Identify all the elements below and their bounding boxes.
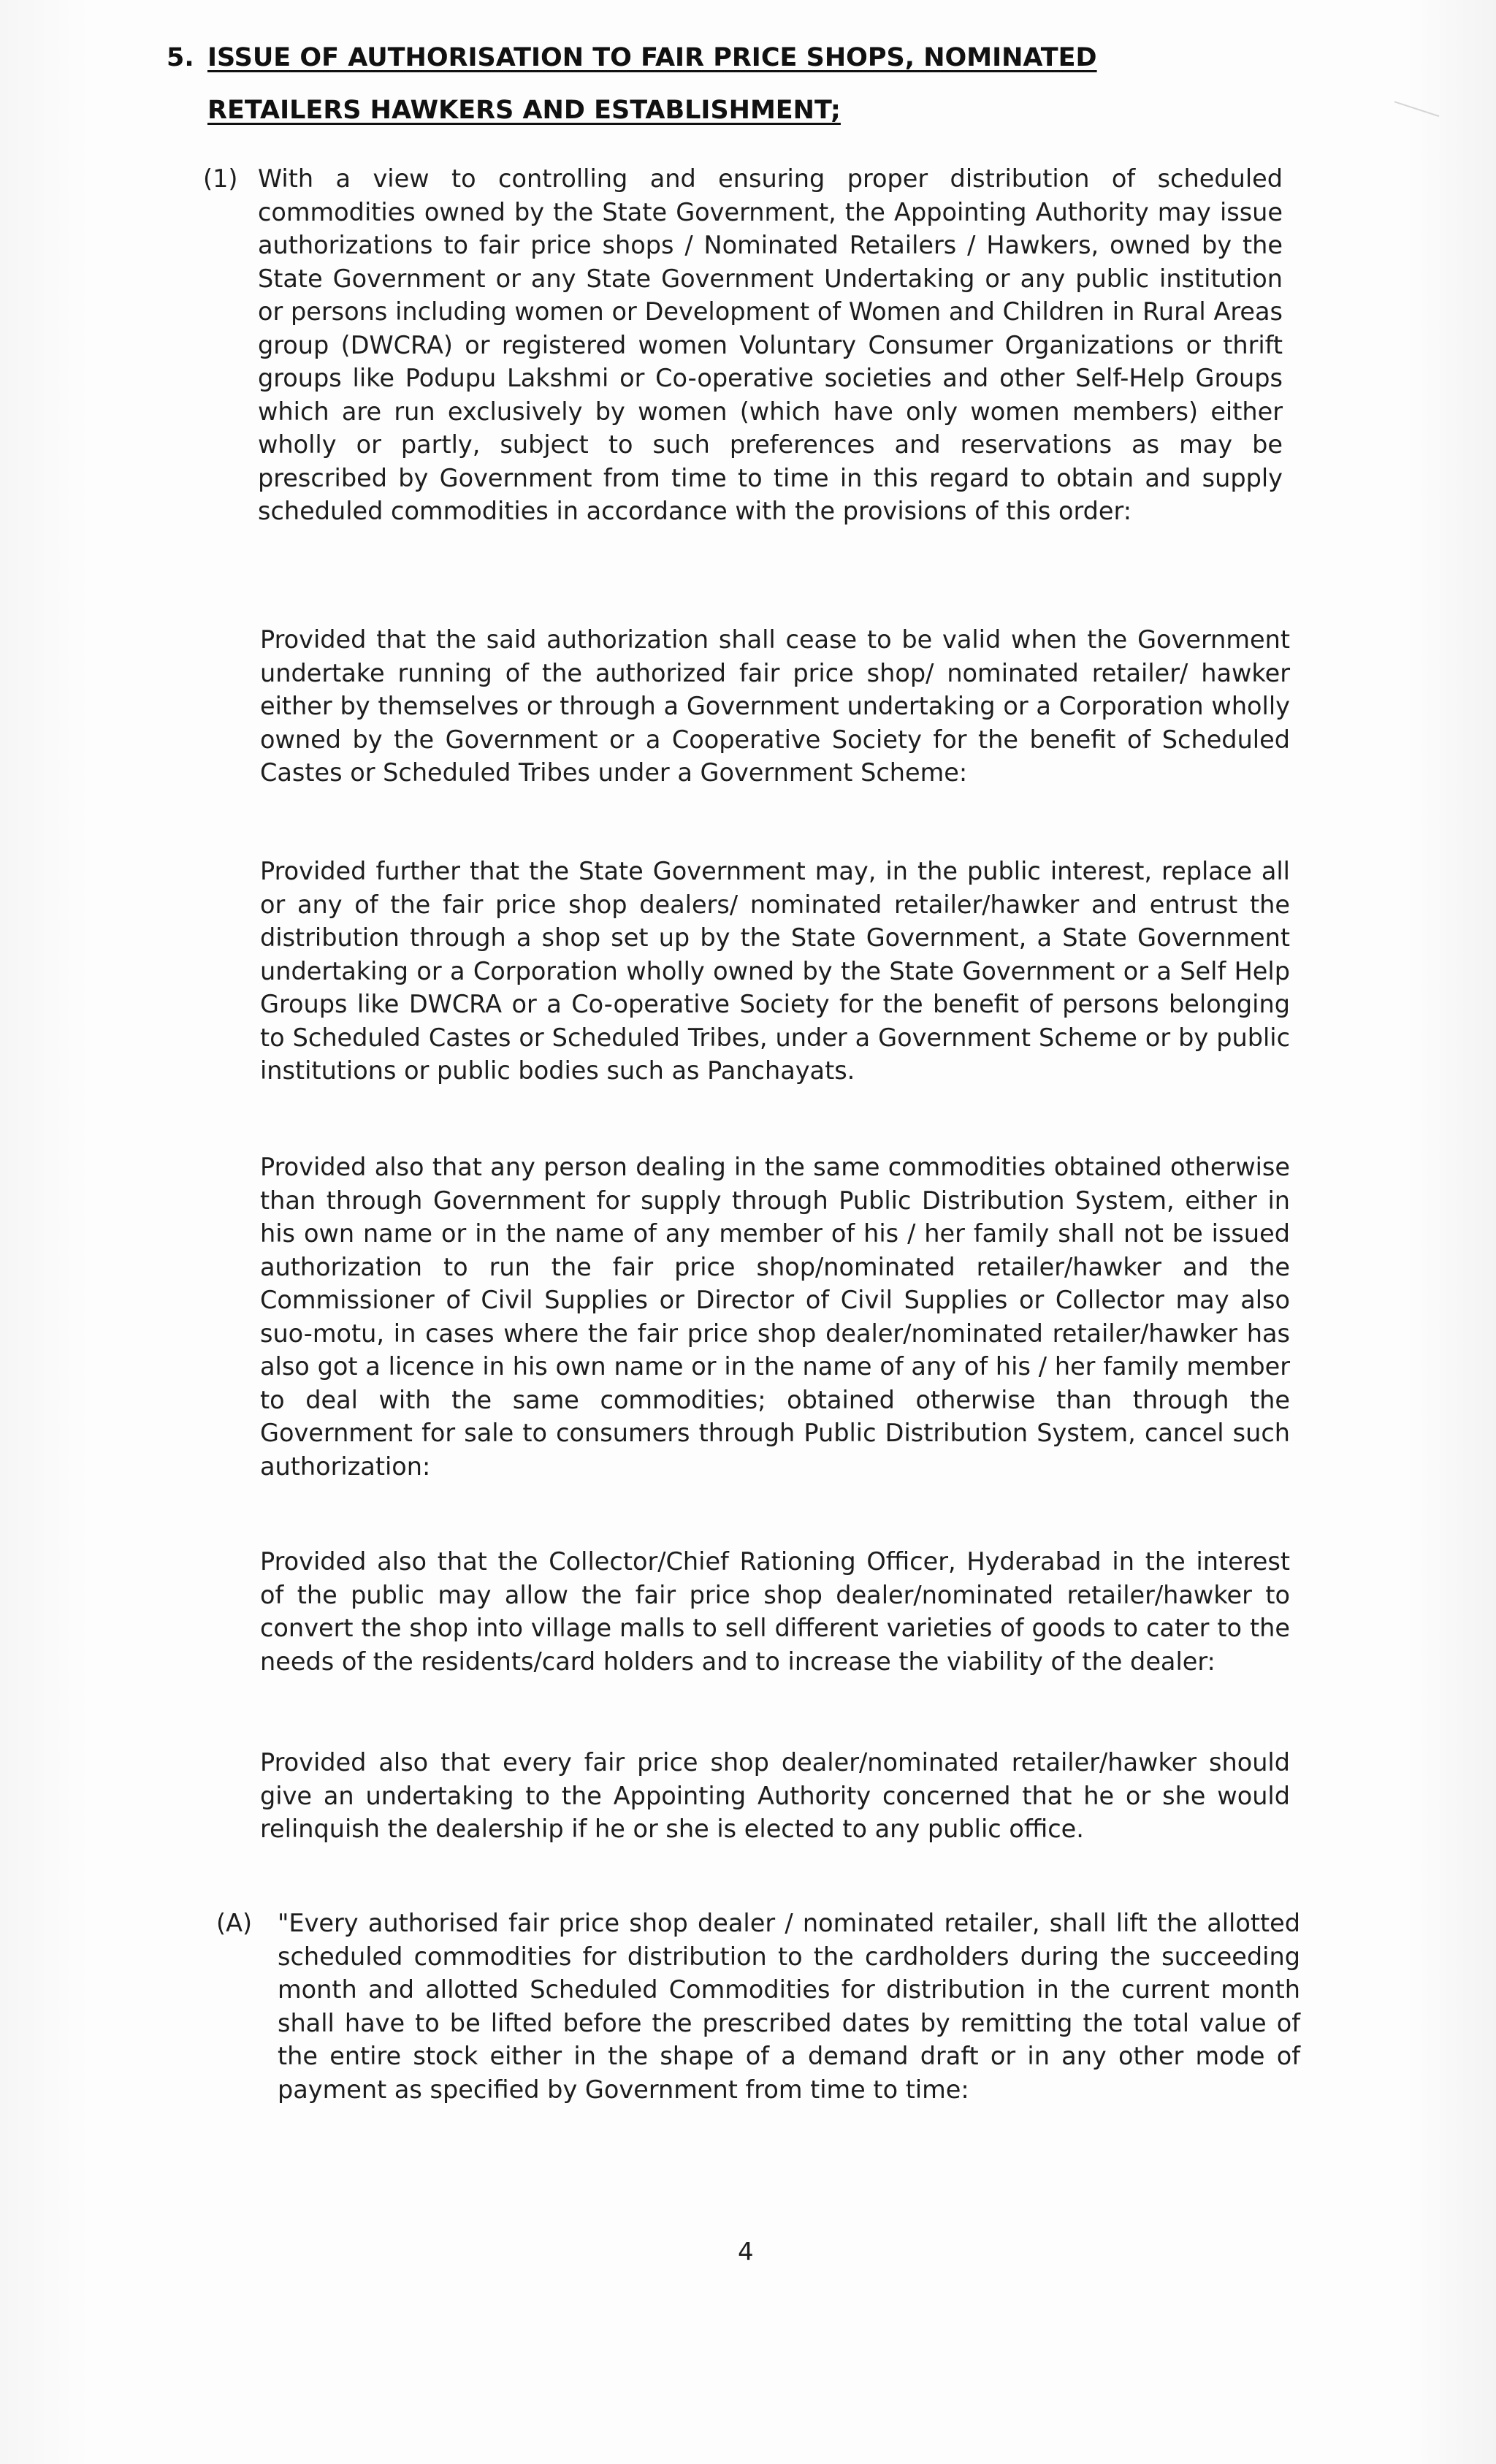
scan-artifact-mark [1392, 101, 1440, 123]
section-title-line2: RETAILERS HAWKERS AND ESTABLISHMENT; [207, 96, 841, 125]
section-number: 5. [167, 43, 194, 72]
proviso-paragraph: Provided also that any person dealing in the same commodities obtained otherwise than through Government for supply through Public Distribution System, either in his own name or in the name of any member of his / her family shall not be issued authorization to run the fair price shop/nominated retailer/hawker and the Commissioner of Civil Supplies or Director of Civil Supplies or Collector may also suo-motu, in cases where the fair price shop dealer/nominated retailer/hawker has also got a licence in his own name or in the name of any of his / her family member to deal with the same commodities; obtained otherwise than through the Government for sale to consumers through Public Distribution System, cancel such authorization: [260, 1153, 1290, 1481]
proviso-paragraph: Provided that the said authorization shall cease to be valid when the Government undertake running of the authorized fair price shop/ nominated retailer/ hawker either by themselves or through a Government undertaking or a Corporation wholly owned by the Government or a Cooperative Society for the benefit of Scheduled Castes or Scheduled Tribes under a Government Scheme: [260, 625, 1290, 787]
clause-1-text: With a view to controlling and ensuring proper distribution of scheduled commodities owned by the State Government, the Appointing Authority may issue authorizations to fair price shops / Nominated Retailers / Hawkers, owned by the State Government or any State Government Undertaking or any public institution or persons including women or Development of Women and Children in Rural Areas group (DWCRA) or registered women Voluntary Consumer Organizations or thrift groups like Podupu Lakshmi or Co-operative societies and other Self-Help Groups which are run exclusively by women (which have only women members) either wholly or partly, subject to such preferences and reservations as may be prescribed by Government from time to time in this regard to obtain and supply scheduled commodities in accordance with the provisions of this order: [258, 164, 1283, 525]
proviso-paragraph: Provided further that the State Government may, in the public interest, replace all or any of the fair price shop dealers/ nominated retailer/hawker and entrust the distribution through a shop set up by the State Government, a State Government undertaking or a Corporation wholly owned by the State Government or a Self Help Groups like DWCRA or a Co-operative Society for the benefit of persons belonging to Scheduled Castes or Scheduled Tribes, under a Government Scheme or by public institutions or public bodies such as Panchayats. [260, 857, 1290, 1085]
clause-1 [203, 162, 1283, 528]
clause-a-label: (A) [216, 1909, 253, 1937]
clause-a [216, 1907, 1300, 2106]
proviso-paragraph: Provided also that every fair price shop dealer/nominated retailer/hawker should give an undertaking to the Appointing Authority concerned that he or she would relinquish the dealership if he or she is elected to any public office. [260, 1748, 1290, 1843]
clause-1-label: (1) [203, 164, 238, 193]
page-number: 4 [738, 2238, 754, 2267]
section-heading [167, 38, 1306, 130]
clause-a-text: "Every authorised fair price shop dealer / nominated retailer, shall lift the allotted scheduled commodities for distribution to the cardholders during the succeeding month and allotted Scheduled Commodities for distribution in the current month shall have to be lifted before the prescribed dates by remitting the total value of the entire stock either in the shape of a demand draft or in any other mode of payment as specified by Government from time to time: [278, 1909, 1300, 2104]
section-title-line1: ISSUE OF AUTHORISATION TO FAIR PRICE SHOPS, NOMINATED [207, 43, 1097, 72]
proviso-paragraph: Provided also that the Collector/Chief Rationing Officer, Hyderabad in the interest of the public may allow the fair price shop dealer/nominated retailer/hawker to convert the shop into village malls to sell different varieties of goods to cater to the needs of the residents/card holders and to increase the viability of the dealer: [260, 1547, 1290, 1676]
